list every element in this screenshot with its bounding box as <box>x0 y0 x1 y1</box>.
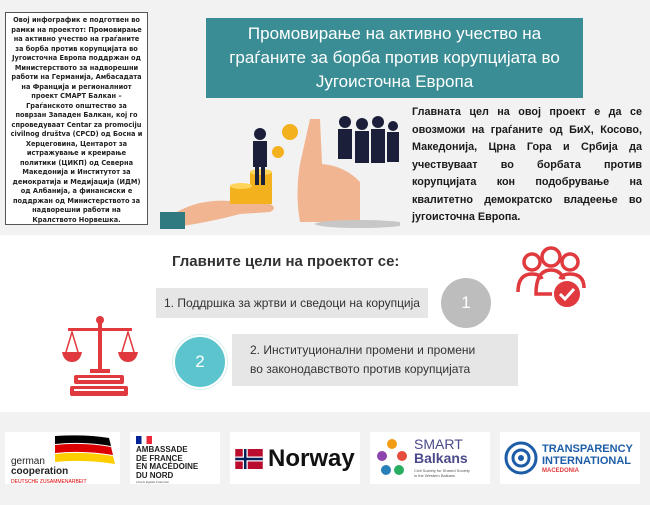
transparency-international-logo <box>500 432 640 484</box>
norway-flag-icon <box>234 449 264 469</box>
france-logo-line4: DU NORD <box>136 470 174 480</box>
goal-item-1 <box>156 288 428 318</box>
france-embassy-logo <box>130 432 220 484</box>
france-logo-line1: AMBASSADE <box>136 445 188 454</box>
german-logo-line3: DEUTSCHE ZUSAMMENARBEIT <box>11 479 87 485</box>
ti-logo-line1: TRANSPARENCY <box>542 443 633 455</box>
title-banner <box>206 18 583 98</box>
left-hand-icon <box>170 201 274 226</box>
french-flag-icon <box>136 436 152 444</box>
goal-item-2 <box>232 334 518 386</box>
goal-number-1: 1 <box>461 293 471 312</box>
goal-number-2: 2 <box>195 352 205 371</box>
main-goal-text: Главната цел на овој проект е да се овозможи на граѓаните од БиХ, Косово, Македонија, Црна Гора и Србија да учествуваат во борбата против корупцијата кон подобрување на квалитетно демократско владеење во југоисточна Европа. <box>412 106 642 223</box>
smart-balkans-icon <box>374 436 410 480</box>
businessmen-group-icon <box>338 116 399 163</box>
anti-corruption-illustration <box>160 104 400 229</box>
german-cooperation-logo <box>5 432 120 484</box>
people-check-icon <box>514 244 588 312</box>
info-box <box>5 12 148 225</box>
info-box-text: Овој инфографик е подготвен во рамки на проектот: Промовирање на активно учество на граѓаните за борба против корупцијата во Југоисточна Европа поддржан од Министерството за надворешни работи на Германија, Амбасадата на Франција и регионалниот проект СМАРТ Балкан – Граѓанското општество за поврзан Западен Балкан, кој го спроведуваат Centar za promociju civilnog društva (CPCD) од Босна и Херцеговина, Центарот за истражување и креирање политики (ЦИКП) од Северна Македонија и Институтот за демократија и Медијација (ИДМ) од Албанија, а финансиски е поддржан од Министерството за надворешни работи на Кралството Норвешка. <box>10 16 143 224</box>
ti-logo-line2: INTERNATIONAL <box>542 455 632 467</box>
german-logo-line2: cooperation <box>11 466 69 477</box>
goal-item-1-text: 1. Поддршка за жртви и сведоци на корупција <box>164 296 420 310</box>
ti-logo-line3: MACEDONIA <box>542 468 579 474</box>
smart-logo-line4: in the Western Balkans <box>414 473 456 478</box>
smart-balkans-logo <box>370 432 490 484</box>
smart-logo-line1: SMART <box>414 436 463 452</box>
goal-number-2-badge <box>173 335 227 389</box>
norway-logo-text: Norway <box>268 445 355 472</box>
goal-number-1-badge <box>441 278 491 328</box>
france-logo-line3: EN MACÉDOINE <box>136 462 199 471</box>
norway-logo <box>230 432 360 484</box>
page-title: Промовирање на активно учество на граѓаните за борба против корупцијата во Југоисточна Европа <box>229 24 560 91</box>
goals-title: Главните цели на проектот се: <box>172 253 400 270</box>
scales-of-justice-icon <box>60 314 140 398</box>
smart-logo-line2: Balkans <box>414 450 468 466</box>
goal-item-2-line1: 2. Институционални промени и промени <box>250 343 476 357</box>
france-logo-line2: DE FRANCE <box>136 453 183 463</box>
goal-item-2-line2: во законодавството против корупцијата <box>250 362 471 376</box>
smart-logo-line3: Civil Society for Shared Society <box>414 468 470 473</box>
ti-globe-icon <box>504 441 538 475</box>
france-logo-motto: Liberté Égalité Fraternité <box>136 480 169 484</box>
german-logo-line1: german <box>11 456 45 467</box>
